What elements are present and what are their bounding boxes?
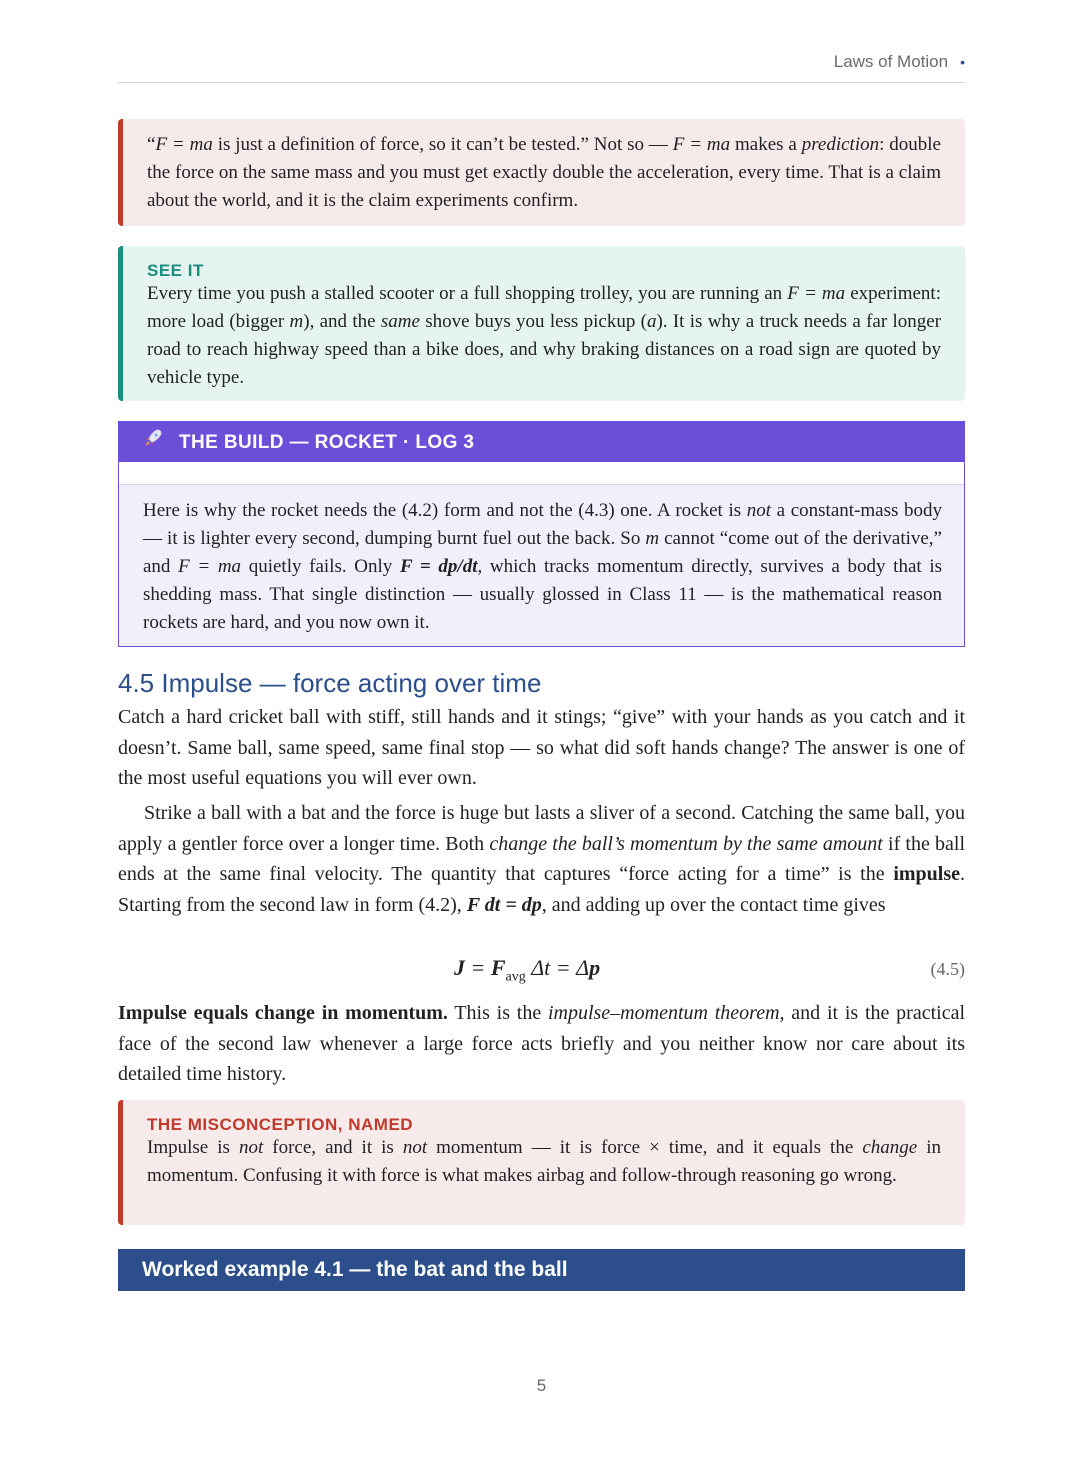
equation-inline: F = ma	[672, 134, 731, 155]
paragraph-theorem	[118, 998, 965, 1090]
build-body	[119, 485, 964, 649]
quote-callout	[118, 119, 965, 226]
paragraph-text: , and it is the practical face of the second law whenever a large force acts briefly and you neither know nor care about its detailed time history.	[118, 1002, 965, 1085]
build-text: Here is why the rocket needs the (4.2) form and not the (4.3) one. A rocket is	[143, 500, 747, 521]
paragraph-text: . Starting from the second law in form (4.2),	[118, 863, 965, 916]
callout-text: ), and the	[303, 311, 381, 332]
worked-example-header: Worked example 4.1 — the bat and the ball	[118, 1249, 965, 1291]
equation-inline: F dt = dp	[466, 893, 542, 916]
callout-text: experiment: more load (bigger	[147, 283, 941, 332]
build-text: a constant-mass body — it is lighter every second, dumping burnt fuel out the back. So	[143, 500, 942, 549]
paragraph-text: , and adding up over the contact time gives	[541, 893, 886, 916]
equation-inline: F = dp/dt	[399, 556, 478, 577]
running-head	[834, 52, 965, 72]
build-text: quietly fails. Only	[241, 556, 400, 577]
paragraph-intro: Catch a hard cricket ball with stiff, still hands and it stings; “give” with your hands as you catch and it doesn’t. Same ball, same speed, same final stop — so what did soft hands change? The answer is one of the most useful equations you will ever own.	[118, 706, 965, 789]
callout-text: : double the force on the same mass and you must get exactly double the acceleration, every time. That is a claim about the world, and it is the claim experiments confirm.	[147, 134, 941, 211]
equation-inline: F = ma	[787, 283, 846, 304]
emphasis: not	[238, 1137, 264, 1158]
eq-symbol: Δt = Δ	[525, 955, 590, 980]
quote-open: “	[147, 134, 156, 155]
paragraph-text: This is the	[447, 1002, 548, 1024]
emphasis: change the ball’s momentum by the same amount	[489, 832, 883, 855]
emphasis: change	[862, 1137, 918, 1158]
callout-text: Impulse is	[147, 1137, 239, 1158]
eq-symbol: p	[589, 955, 601, 980]
eq-subscript: avg	[505, 969, 526, 985]
equation-inline: F = ma	[155, 134, 213, 155]
variable-a: a	[646, 311, 657, 332]
emphasis: not	[402, 1137, 428, 1158]
see-it-callout	[118, 246, 965, 401]
eq-symbol: =	[465, 955, 491, 980]
emphasis: same	[380, 311, 420, 332]
build-text: cannot “come out of the derivative,” and	[143, 528, 942, 577]
paragraph-impulse	[118, 798, 965, 920]
section-heading: 4.5 Impulse — force acting over time	[118, 668, 542, 698]
callout-text: force, and it is	[263, 1137, 403, 1158]
callout-text: in momentum. Confusing it with force is what makes airbag and follow-through reasoning go wrong.	[147, 1137, 942, 1186]
emphasis: not	[746, 500, 772, 521]
emphasis: prediction	[801, 134, 880, 155]
callout-text: is just a definition of force, so it can’t be tested.” Not so —	[212, 134, 673, 155]
see-it-label: SEE IT	[147, 261, 204, 280]
variable-m: m	[645, 528, 660, 549]
misconception-callout	[118, 1100, 965, 1225]
header-divider	[118, 82, 965, 83]
eq-symbol: J	[454, 955, 465, 980]
callout-text: makes a	[730, 134, 802, 155]
strong-term: Impulse equals change in momentum.	[118, 1002, 448, 1024]
eq-symbol: F	[490, 955, 506, 980]
build-box	[118, 421, 965, 647]
misconception-label: THE MISCONCEPTION, NAMED	[147, 1115, 414, 1134]
page-number: 5	[536, 1376, 547, 1395]
paragraph-text: if the ball ends at the same final velocity. The quantity that captures “force acting for a time” is the	[118, 832, 966, 885]
running-head-bullet: •	[960, 54, 965, 70]
callout-text: Every time you push a stalled scooter or a full shopping trolley, you are running an	[147, 283, 788, 304]
equation-inline: F = ma	[178, 556, 242, 577]
variable-m: m	[289, 311, 304, 332]
equation-4-5	[118, 955, 965, 987]
strong-term: impulse	[893, 863, 960, 885]
callout-text: shove buys you less pickup (	[419, 311, 647, 332]
build-header	[119, 422, 964, 462]
equation-number: (4.5)	[930, 959, 965, 979]
build-title: THE BUILD — ROCKET · LOG 3	[179, 432, 475, 453]
equation-body	[454, 955, 600, 985]
emphasis: impulse–momentum theorem	[547, 1002, 780, 1024]
build-spacer	[119, 462, 964, 485]
build-text: , which tracks momentum directly, survives a body that is shedding mass. That single distinction — usually glossed in Class 11 — is the mathematical reason rockets are hard, and you now own it.	[143, 556, 942, 633]
running-head-title: Laws of Motion	[833, 52, 949, 71]
callout-text: momentum — it is force × time, and it equals the	[427, 1137, 863, 1158]
paragraph-text: Strike a ball with a bat and the force is huge but lasts a sliver of a second. Catching the same ball, you apply a gentler force over a longer time. Both	[118, 802, 965, 855]
rocket-icon	[143, 422, 163, 462]
callout-text: ). It is why a truck needs a far longer road to reach highway speed than a bike does, and why braking distances on a road sign are quoted by vehicle type.	[147, 311, 941, 388]
